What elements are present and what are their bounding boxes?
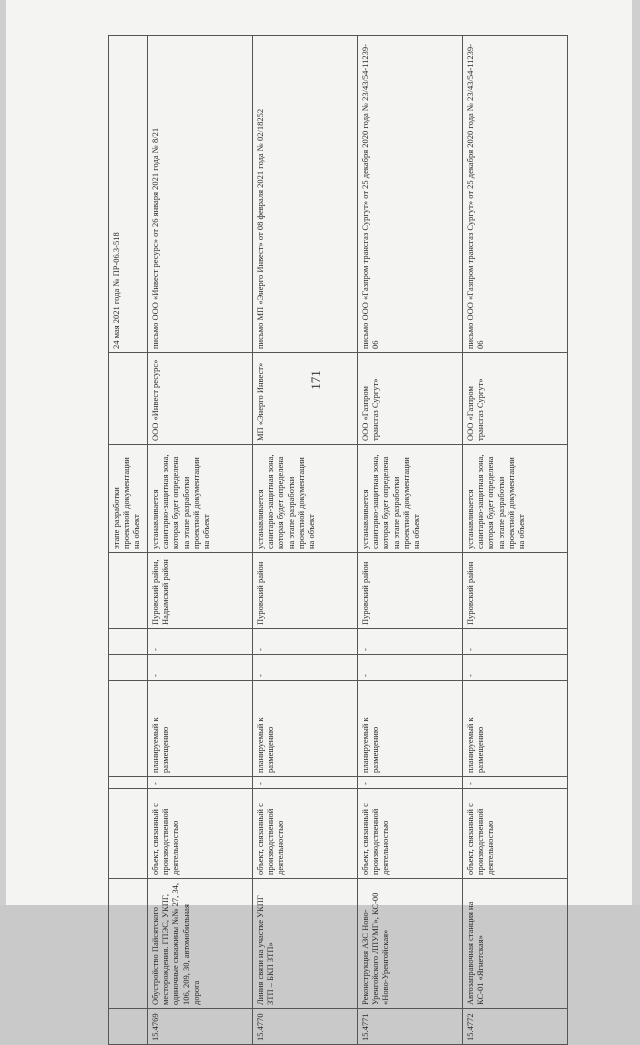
table-row xyxy=(358,36,463,1045)
cell-empty-1: - xyxy=(148,655,253,681)
cell-id: 15.4771 xyxy=(358,1009,463,1045)
cell-name: Обустройство Пайсятского месторождения. ГПЭС, УКПГ, одиночные скважины №№ 27, 34, 106, 209, 30, автомобильная дорога xyxy=(148,879,253,1009)
cell-location: Пуровский район xyxy=(463,553,568,629)
cell-name: Реконструкция АЗС Ново-Уренгойского ЛПУМГ», КС-00 «Ново-Уренгойская» xyxy=(358,879,463,1009)
cell-empty xyxy=(109,777,148,789)
cell-empty-2: - xyxy=(358,629,463,655)
table-row xyxy=(463,36,568,1045)
cell-org: ООО «Газпром трансгаз Сургут» xyxy=(463,353,568,445)
objects-table xyxy=(108,35,568,1045)
cell-dash: - xyxy=(148,777,253,789)
cell-doc: письмо МП «Энерго Инвест» от 08 февраля 2021 года № 02/18252 xyxy=(253,36,358,353)
cell-doc: письмо ООО «Газпром трансгаз Сургут» от 25 декабря 2020 года № 23/43/54-11239-06 xyxy=(358,36,463,353)
table-row xyxy=(253,36,358,1045)
cell-location: Пуровский район xyxy=(253,553,358,629)
cell-location: Пуровский район, Надымский район xyxy=(148,553,253,629)
cell-name: Автозаправочная станция на КС-01 «Ягнетская» xyxy=(463,879,568,1009)
cell-status: планируемый к размещению xyxy=(463,681,568,777)
table-row-continued xyxy=(109,36,148,1045)
cell-doc: письмо ООО «Инвест ресурс» от 26 января 2021 года № 8/21 xyxy=(148,36,253,353)
cell-id: 15.4772 xyxy=(463,1009,568,1045)
cell-type: объект, связанный с производственной деятельностью xyxy=(358,789,463,879)
cell-empty xyxy=(109,655,148,681)
cell-empty xyxy=(109,553,148,629)
cell-type: объект, связанный с производственной деятельностью xyxy=(463,789,568,879)
cell-empty-2: - xyxy=(148,629,253,655)
cell-name: Линия связи на участке УКПГ ЗТП – БКП ЗТП» xyxy=(253,879,358,1009)
cell-empty xyxy=(109,629,148,655)
page-number: 171 xyxy=(307,370,323,390)
cell-location: Пуровский район xyxy=(358,553,463,629)
cell-zone: устанавливается санитарно-защитная зона, которая будет определена на этапе разработки проектной документации на объект xyxy=(463,445,568,553)
cell-empty xyxy=(109,879,148,1009)
cell-zone: устанавливается санитарно-защитная зона, которая будет определена на этапе разработки проектной документации на объект xyxy=(253,445,358,553)
cell-empty xyxy=(109,789,148,879)
cell-empty xyxy=(109,353,148,445)
cell-doc: письмо ООО «Газпром трансгаз Сургут» от 25 декабря 2020 года № 23/43/54-11239-06 xyxy=(463,36,568,353)
cell-empty-1: - xyxy=(358,655,463,681)
cell-status: планируемый к размещению xyxy=(253,681,358,777)
cell-zone: этапе разработки проектной документации на объект xyxy=(109,445,148,553)
cell-empty-2: - xyxy=(463,629,568,655)
cell-dash: - xyxy=(253,777,358,789)
cell-id: 15.4769 xyxy=(148,1009,253,1045)
cell-zone: устанавливается санитарно-защитная зона, которая будет определена на этапе разработки проектной документации на объект xyxy=(358,445,463,553)
cell-org: ООО «Газпром трансгаз Сургут» xyxy=(358,353,463,445)
cell-doc: 24 мая 2021 года № ПР-06.3-518 xyxy=(109,36,148,353)
cell-empty-2: - xyxy=(253,629,358,655)
document-page xyxy=(6,0,632,1041)
table-row xyxy=(148,36,253,1045)
cell-status: планируемый к размещению xyxy=(358,681,463,777)
cell-dash: - xyxy=(358,777,463,789)
cell-type: объект, связанный с производственной деятельностью xyxy=(148,789,253,879)
cell-org: ООО «Инвест ресурс» xyxy=(148,353,253,445)
objects-table-wrapper xyxy=(108,35,568,1045)
cell-zone: устанавливается санитарно-защитная зона, которая будет определена на этапе разработки проектной документации на объект xyxy=(148,445,253,553)
cell-id: 15.4770 xyxy=(253,1009,358,1045)
cell-org: МП «Энерго Инвест» xyxy=(253,353,358,445)
cell-dash: - xyxy=(463,777,568,789)
cell-empty-1: - xyxy=(463,655,568,681)
cell-type: объект, связанный с производственной деятельностью xyxy=(253,789,358,879)
cell-empty-1: - xyxy=(253,655,358,681)
cell-status: планируемый к размещению xyxy=(148,681,253,777)
cell-empty xyxy=(109,1009,148,1045)
cell-empty xyxy=(109,681,148,777)
